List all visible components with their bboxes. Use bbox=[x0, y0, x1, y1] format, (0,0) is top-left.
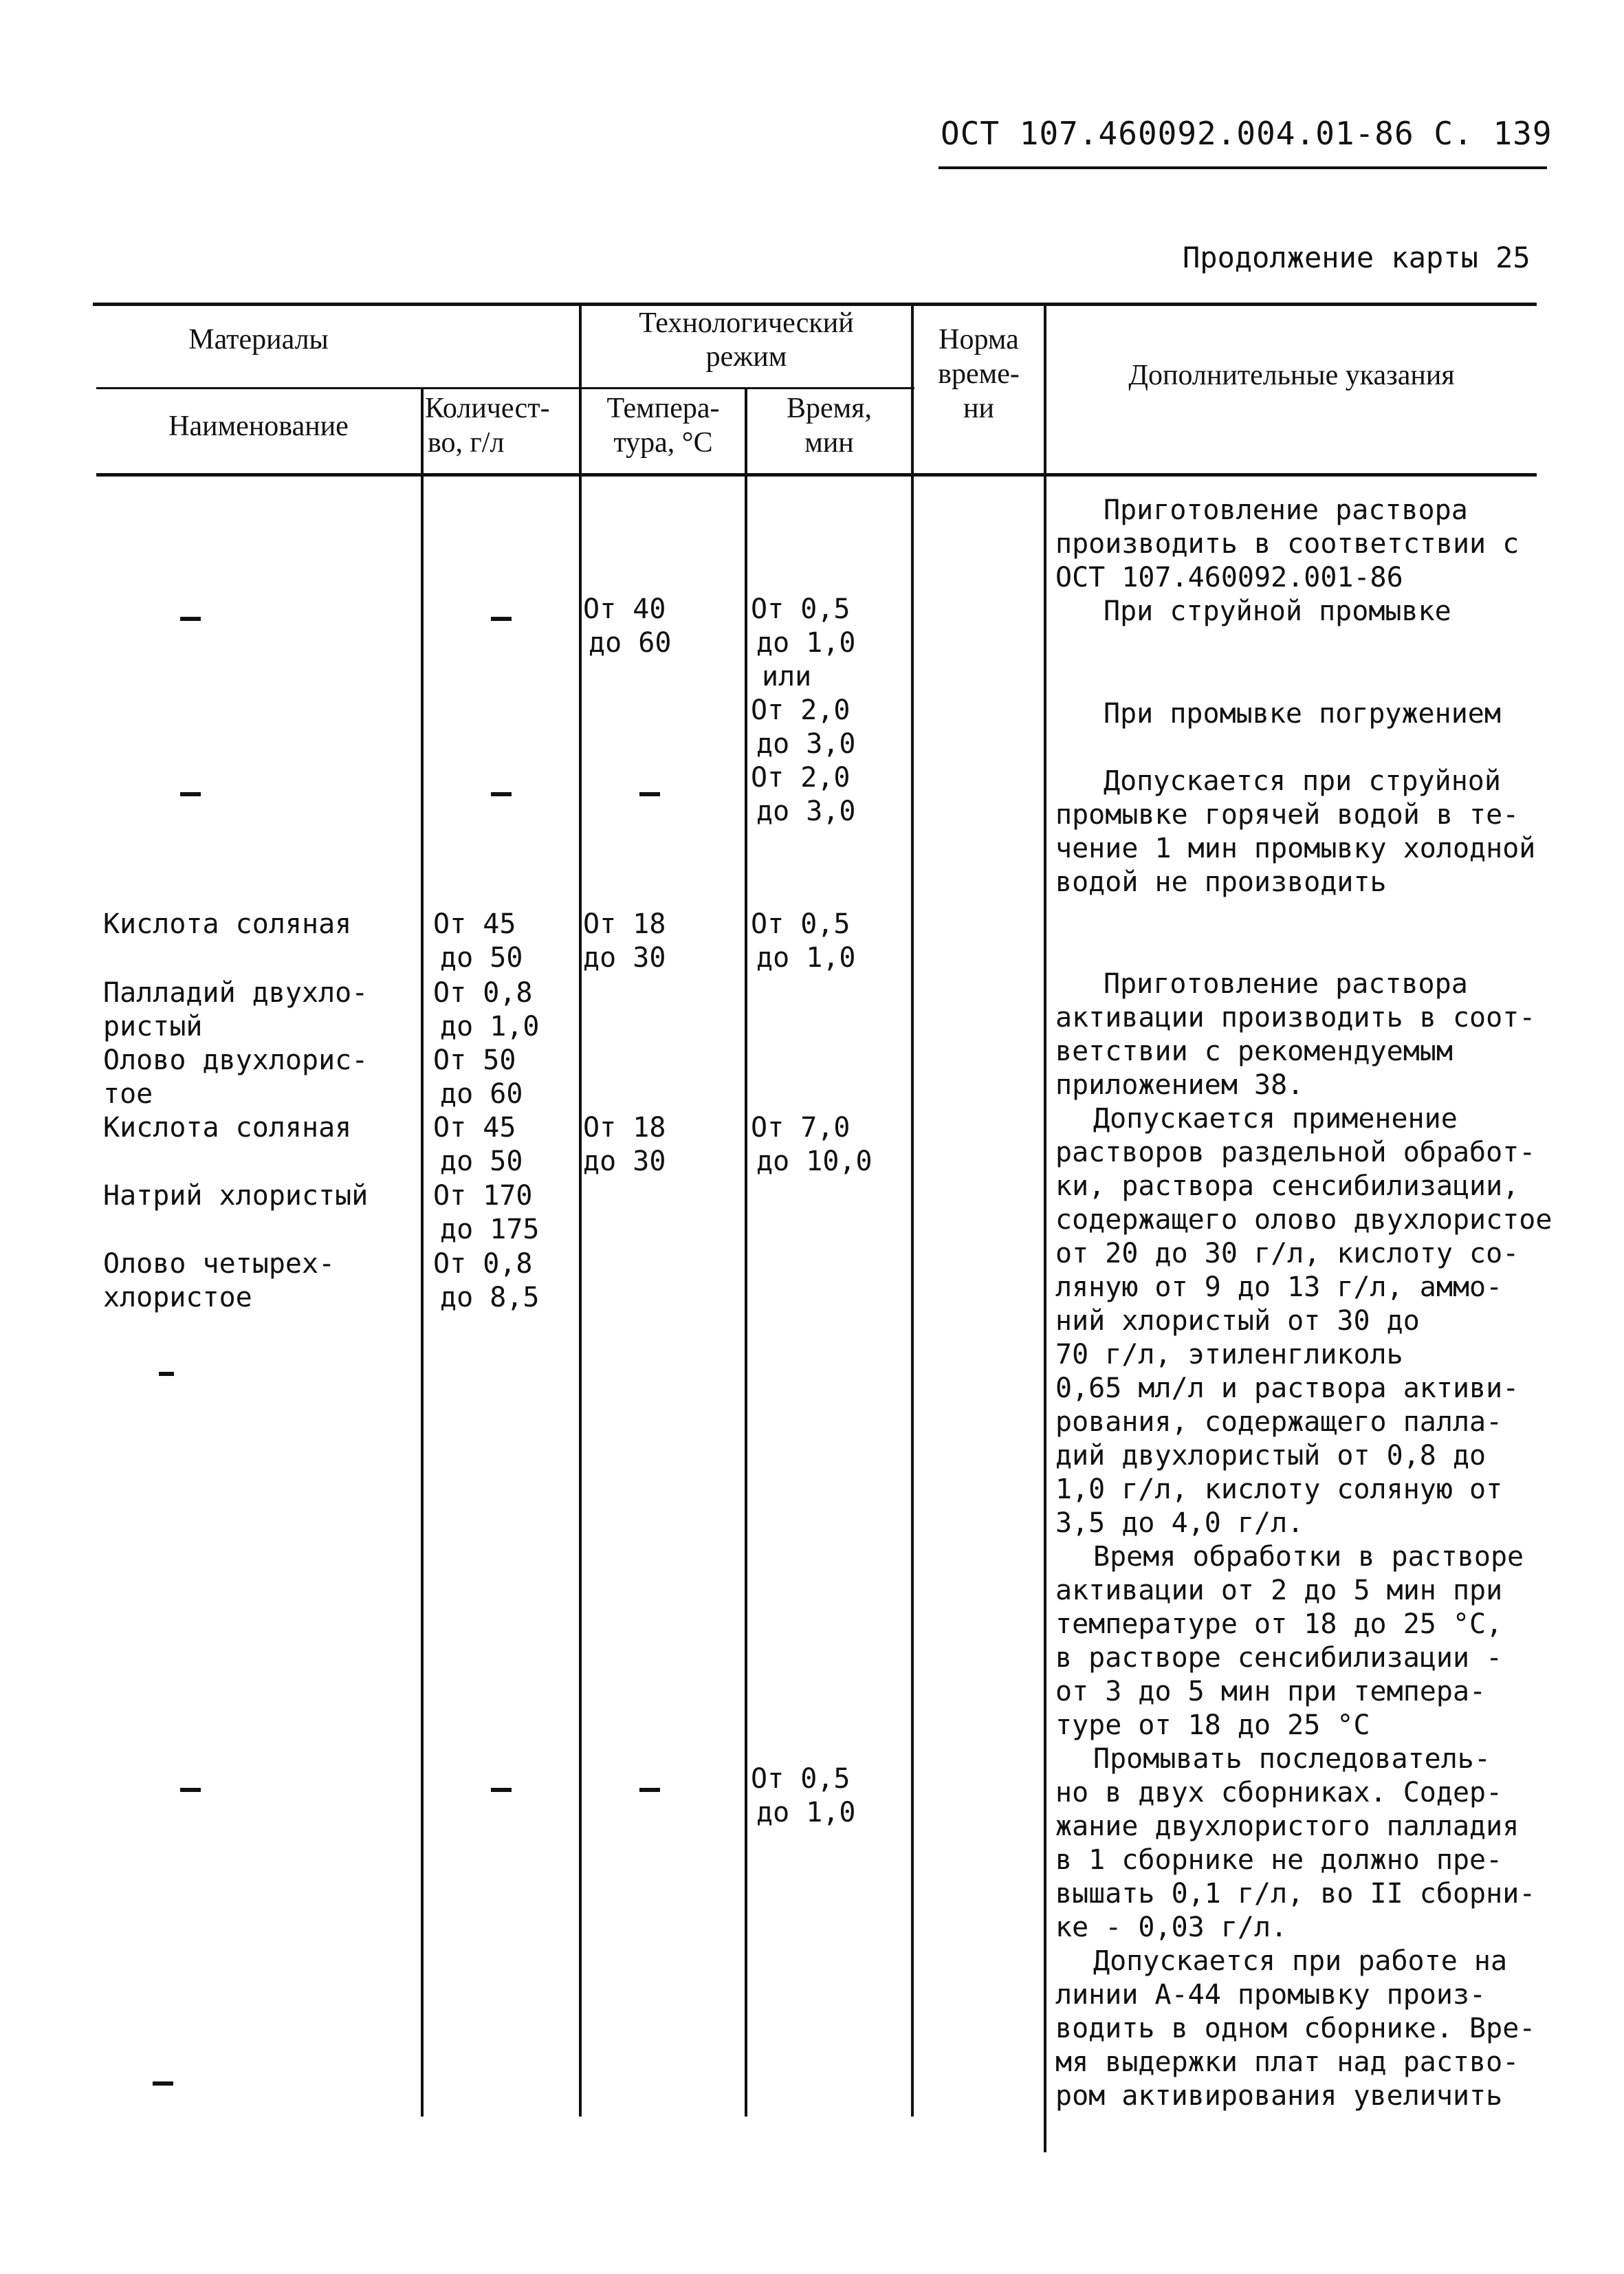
note-line: ром активирования увеличить bbox=[1055, 2080, 1503, 2112]
continuation-label: Продолжение карты 25 bbox=[1183, 241, 1530, 274]
col-divider-1 bbox=[421, 387, 424, 2117]
quantity-value: От 0,8 bbox=[433, 977, 533, 1009]
header-tech-mode-2: режим bbox=[705, 341, 787, 373]
header-temp-2: тура, °С bbox=[613, 427, 713, 459]
note-line: производить в соответствии с bbox=[1055, 528, 1519, 560]
note-line: в растворе сенсибилизации - bbox=[1055, 1642, 1503, 1674]
header-qty-2: во, г/л bbox=[428, 427, 505, 459]
note-line: ке - 0,03 г/л. bbox=[1055, 1912, 1288, 1943]
quantity-value: От 50 bbox=[433, 1045, 516, 1076]
note-line: Промывать последователь- bbox=[1093, 1743, 1491, 1775]
note-line: от 3 до 5 мин при темпера- bbox=[1055, 1676, 1486, 1707]
note-line: ветствии с рекомендуемым bbox=[1055, 1036, 1453, 1067]
temperature-value: От 40 bbox=[583, 593, 666, 625]
header-norm-3: ни bbox=[963, 393, 994, 424]
quantity-value: до 8,5 bbox=[440, 1282, 540, 1313]
header-temp-1: Темпера- bbox=[606, 393, 720, 424]
time-value: От 0,5 bbox=[751, 908, 851, 940]
note-line: ляную от 9 до 13 г/л, аммо- bbox=[1055, 1271, 1503, 1303]
note-line: 1,0 г/л, кислоту соляную от bbox=[1055, 1474, 1503, 1505]
material-name: Палладий двухло- bbox=[103, 977, 369, 1009]
note-line: промывке горячей водой в те- bbox=[1055, 799, 1519, 831]
note-line: 3,5 до 4,0 г/л. bbox=[1055, 1507, 1304, 1539]
header-notes: Дополнительные указания bbox=[1128, 360, 1455, 391]
note-line: рования, содержащего палла- bbox=[1055, 1406, 1503, 1438]
ditto-dash bbox=[491, 617, 512, 621]
material-name: Кислота соляная bbox=[103, 908, 352, 940]
ditto-dash bbox=[180, 792, 201, 796]
time-value: От 0,5 bbox=[751, 593, 851, 625]
ditto-dash bbox=[491, 792, 512, 796]
time-value: до 1,0 bbox=[756, 942, 856, 974]
ditto-dash bbox=[639, 1788, 660, 1792]
header-norm-2: време- bbox=[938, 358, 1020, 390]
header-bottom-rule bbox=[96, 473, 1537, 477]
page-header: ОСТ 107.460092.004.01-86 С. 139 bbox=[941, 115, 1552, 152]
quantity-value: до 60 bbox=[440, 1078, 523, 1110]
quantity-value: От 0,8 bbox=[433, 1248, 533, 1280]
note-line: ний хлористый от 30 до bbox=[1055, 1305, 1420, 1337]
quantity-value: до 175 bbox=[440, 1214, 540, 1245]
ditto-dash bbox=[180, 1788, 201, 1792]
material-name: Олово двухлорис- bbox=[103, 1045, 369, 1076]
note-line: активации от 2 до 5 мин при bbox=[1055, 1575, 1503, 1606]
page-header-underline bbox=[939, 166, 1547, 169]
col-divider-2 bbox=[579, 303, 582, 2117]
quantity-value: до 1,0 bbox=[440, 1011, 540, 1042]
note-line: приложением 38. bbox=[1055, 1069, 1304, 1101]
header-materials: Материалы bbox=[188, 324, 329, 356]
note-line: Допускается применение bbox=[1093, 1103, 1458, 1135]
note-line: Допускается при струйной bbox=[1104, 765, 1501, 797]
ditto-dash bbox=[180, 617, 201, 621]
note-line: 0,65 мл/л и раствора активи- bbox=[1055, 1373, 1519, 1404]
note-line: ки, раствора сенсибилизации, bbox=[1055, 1170, 1519, 1202]
note-line: водить в одном сборнике. Вре- bbox=[1055, 2013, 1536, 2044]
note-line: но в двух сборниках. Содер- bbox=[1055, 1777, 1503, 1808]
material-name: тое bbox=[103, 1078, 153, 1110]
note-line: вышать 0,1 г/л, во II сборни- bbox=[1055, 1878, 1536, 1910]
time-value: до 10,0 bbox=[756, 1146, 873, 1177]
material-name: Олово четырех- bbox=[103, 1248, 336, 1280]
temperature-value: до 30 bbox=[583, 1146, 666, 1177]
time-value: до 1,0 bbox=[756, 627, 856, 659]
temperature-value: до 60 bbox=[589, 627, 672, 659]
temperature-value: От 18 bbox=[583, 1112, 666, 1144]
header-mid-rule bbox=[96, 387, 914, 389]
quantity-value: От 45 bbox=[433, 1112, 516, 1144]
time-value: до 3,0 bbox=[756, 796, 856, 827]
header-qty-1: Количест- bbox=[425, 393, 550, 424]
note-line: линии А-44 промывку произ- bbox=[1055, 1979, 1486, 2011]
quantity-value: до 50 bbox=[440, 942, 523, 974]
ditto-dash bbox=[491, 1788, 512, 1792]
time-value: От 7,0 bbox=[751, 1112, 851, 1144]
note-line: дий двухлористый от 0,8 до bbox=[1055, 1440, 1486, 1472]
note-line: туре от 18 до 25 °С bbox=[1055, 1709, 1370, 1741]
header-time-2: мин bbox=[804, 427, 854, 459]
ditto-dash bbox=[639, 792, 660, 796]
ditto-dash bbox=[159, 1372, 174, 1376]
note-line: активации производить в соот- bbox=[1055, 1002, 1536, 1034]
time-value: до 3,0 bbox=[756, 728, 856, 760]
note-line: Допускается при работе на bbox=[1093, 1945, 1508, 1977]
temperature-value: до 30 bbox=[583, 942, 666, 974]
note-line: При промывке погружением bbox=[1104, 698, 1501, 730]
time-value: От 0,5 bbox=[751, 1763, 851, 1795]
note-line: растворов раздельной обработ- bbox=[1055, 1137, 1536, 1168]
ditto-symbol: – bbox=[1004, 2129, 1013, 2145]
time-value: От 2,0 bbox=[751, 762, 851, 794]
note-line: чение 1 мин промывку холодной bbox=[1055, 833, 1536, 864]
note-line: При струйной промывке bbox=[1104, 595, 1451, 627]
time-value: или bbox=[762, 661, 812, 692]
note-line: водой не производить bbox=[1055, 866, 1387, 898]
material-name: Натрий хлористый bbox=[103, 1180, 369, 1212]
note-line: жание двухлористого палладия bbox=[1055, 1811, 1519, 1842]
col-divider-3 bbox=[745, 387, 747, 2117]
quantity-value: до 50 bbox=[440, 1146, 523, 1177]
note-line: 70 г/л, этиленгликоль bbox=[1055, 1339, 1403, 1370]
quantity-value: От 170 bbox=[433, 1180, 533, 1212]
quantity-value: От 45 bbox=[433, 908, 516, 940]
note-line: в 1 сборнике не должно пре- bbox=[1055, 1844, 1503, 1876]
note-line: температуре от 18 до 25 °С, bbox=[1055, 1608, 1503, 1640]
note-line: мя выдержки плат над раство- bbox=[1055, 2046, 1519, 2078]
material-name: ристый bbox=[103, 1011, 203, 1042]
time-value: От 2,0 bbox=[751, 695, 851, 726]
material-name: Кислота соляная bbox=[103, 1112, 352, 1144]
header-time-1: Время, bbox=[786, 393, 873, 424]
header-name: Наименование bbox=[168, 411, 349, 442]
col-divider-5 bbox=[1044, 303, 1046, 2152]
header-tech-mode-1: Технологический bbox=[639, 307, 854, 339]
note-line: ОСТ 107.460092.001-86 bbox=[1055, 562, 1403, 593]
ditto-dash bbox=[153, 2081, 173, 2086]
col-divider-4 bbox=[911, 303, 914, 2117]
note-line: от 20 до 30 г/л, кислоту со- bbox=[1055, 1238, 1519, 1269]
table-top-rule bbox=[93, 303, 1537, 306]
note-line: содержащего олово двухлористое bbox=[1055, 1204, 1552, 1236]
note-line: Приготовление раствора bbox=[1104, 494, 1468, 526]
note-line: Приготовление раствора bbox=[1104, 968, 1468, 1000]
temperature-value: От 18 bbox=[583, 908, 666, 940]
material-name: хлористое bbox=[103, 1282, 252, 1313]
header-norm-1: Норма bbox=[939, 324, 1019, 356]
note-line: Время обработки в растворе bbox=[1093, 1541, 1524, 1573]
time-value: до 1,0 bbox=[756, 1797, 856, 1828]
